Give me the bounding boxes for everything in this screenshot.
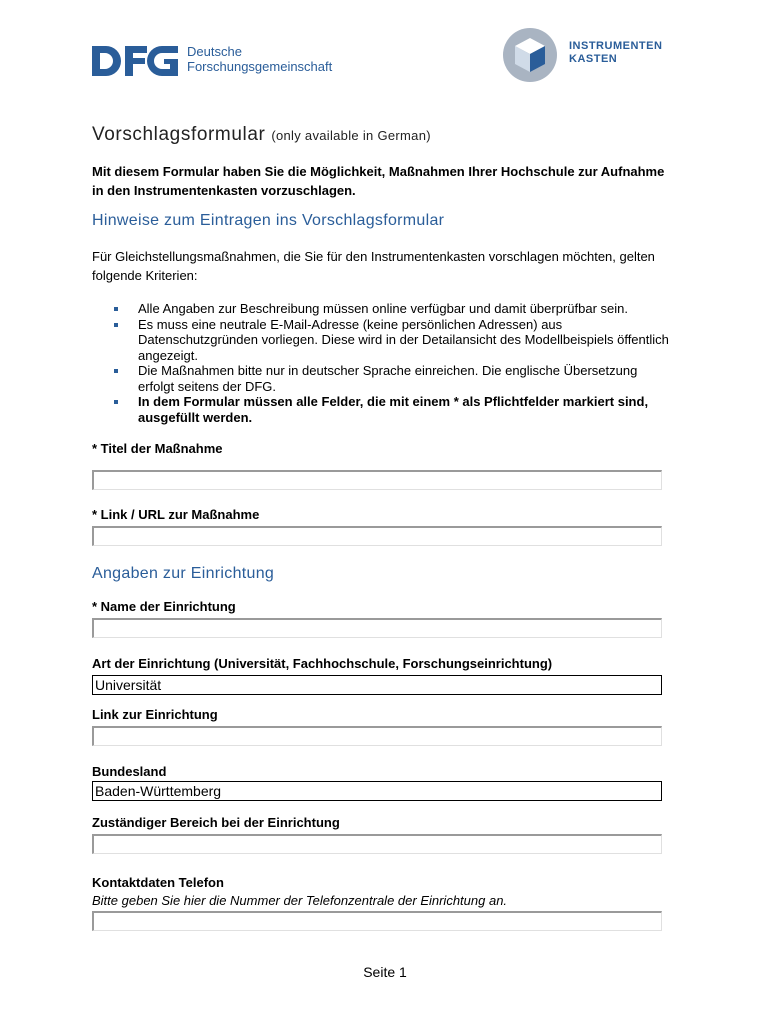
ik-logo-line1: INSTRUMENTEN <box>569 40 663 52</box>
measure-link-label: * Link / URL zur Maßnahme <box>92 507 260 522</box>
state-label: Bundesland <box>92 764 167 779</box>
intro-text: Mit diesem Formular haben Sie die Möglichkeit, Maßnahmen Ihrer Hochschule zur Aufnahme in den Instrumentenkasten vorzuschlagen. <box>92 164 665 198</box>
cube-icon <box>503 28 557 82</box>
instrumentenkasten-logo <box>503 28 693 84</box>
hints-heading: Hinweise zum Eintragen ins Vorschlagsformular <box>92 212 445 229</box>
responsible-area-input[interactable] <box>92 834 662 854</box>
institution-link-label: Link zur Einrichtung <box>92 707 218 722</box>
bullet-icon <box>114 323 118 327</box>
dfg-logo-text <box>187 44 332 74</box>
list-item-text: Es muss eine neutrale E-Mail-Adresse (keine persönlichen Adressen) aus Datenschutzgründen vorliegen. Diese wird in der Detailansicht des Modellbeispiels öffentlich angezeigt. <box>138 316 669 363</box>
institution-type-label: Art der Einrichtung (Universität, Fachhochschule, Forschungseinrichtung) <box>92 656 553 671</box>
bullet-icon <box>114 307 118 311</box>
criteria-paragraph: Für Gleichstellungsmaßnahmen, die Sie für den Instrumentenkasten vorschlagen möchten, gelten folgende Kriterien: <box>92 249 655 283</box>
phone-input[interactable] <box>92 911 662 931</box>
page-number: Seite 1 <box>363 964 407 980</box>
phone-hint: Bitte geben Sie hier die Nummer der Telefonzentrale der Einrichtung an. <box>92 893 508 908</box>
ik-logo-line2: KASTEN <box>569 53 618 65</box>
state-input[interactable]: Baden-Württemberg <box>92 781 662 801</box>
dfg-logo-line1: Deutsche <box>187 44 242 59</box>
page-title <box>92 124 431 146</box>
list-item-text: In dem Formular müssen alle Felder, die mit einem * als Pflichtfelder markiert sind, ausgefüllt werden. <box>138 394 649 425</box>
institution-name-label: * Name der Einrichtung <box>92 599 236 614</box>
list-item-text: Die Maßnahmen bitte nur in deutscher Sprache einreichen. Die englische Übersetzung erfolgt seitens der DFG. <box>138 363 638 394</box>
dfg-logo-mark <box>92 46 178 76</box>
bullet-icon <box>114 400 118 404</box>
phone-label: Kontaktdaten Telefon <box>92 875 224 890</box>
measure-title-label: * Titel der Maßnahme <box>92 441 223 456</box>
criteria-list <box>92 301 672 425</box>
list-item <box>92 394 672 425</box>
institution-heading: Angaben zur Einrichtung <box>92 565 275 582</box>
measure-title-input[interactable] <box>92 470 662 490</box>
institution-name-input[interactable] <box>92 618 662 638</box>
list-item <box>92 301 672 317</box>
dfg-logo <box>92 42 342 82</box>
bullet-icon <box>114 369 118 373</box>
page-title-note: (only available in German) <box>271 128 431 143</box>
institution-type-input[interactable]: Universität <box>92 675 662 695</box>
dfg-logo-line2: Forschungsgemeinschaft <box>187 59 333 74</box>
measure-link-input[interactable] <box>92 526 662 546</box>
list-item-text: Alle Angaben zur Beschreibung müssen online verfügbar und damit überprüfbar sein. <box>138 301 628 316</box>
institution-link-input[interactable] <box>92 726 662 746</box>
list-item <box>92 363 672 394</box>
page-title-text: Vorschlagsformular <box>92 124 266 145</box>
list-item <box>92 317 672 364</box>
responsible-area-label: Zuständiger Bereich bei der Einrichtung <box>92 815 340 830</box>
instrumentenkasten-logo-text <box>569 40 662 66</box>
